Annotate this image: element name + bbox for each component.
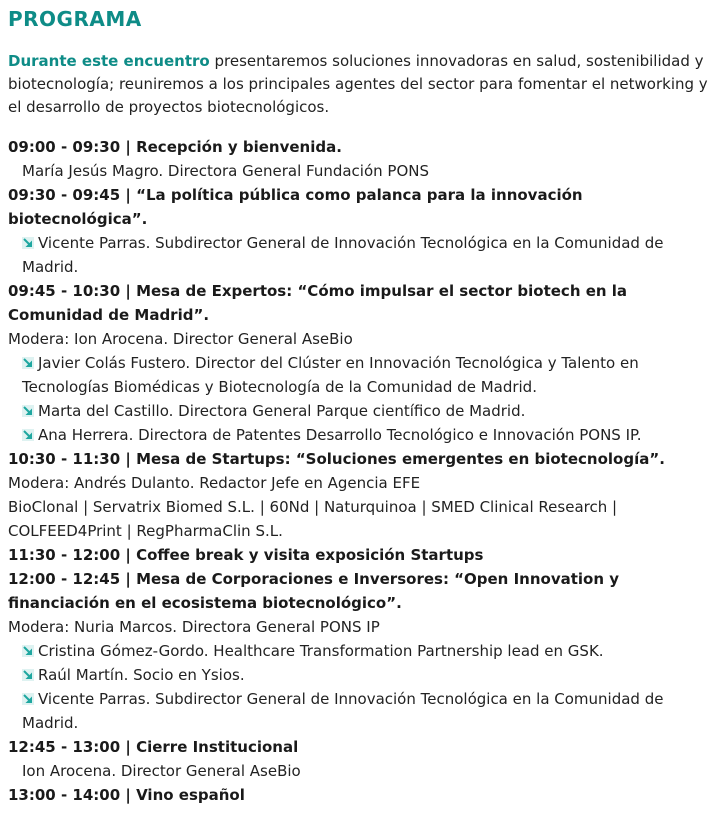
- speaker-item: [8, 423, 718, 447]
- speaker-text: Raúl Martín. Socio en Ysios.: [38, 666, 245, 684]
- speaker-text: Marta del Castillo. Directora General Parque científico de Madrid.: [38, 402, 526, 420]
- arrow-bullet-icon: [22, 357, 34, 369]
- moderator-line: Modera: Ion Arocena. Director General AseBio: [8, 330, 353, 348]
- speaker-item: [8, 351, 718, 399]
- session-heading: 10:30 - 11:30 | Mesa de Startups: “Soluciones emergentes en biotecnología”.: [8, 450, 665, 468]
- arrow-bullet-icon: [22, 429, 34, 441]
- page-title: PROGRAMA: [8, 7, 142, 31]
- speaker-text: Javier Colás Fustero. Director del Clúster en Innovación Tecnológica y Talento en Tecnologías Biomédicas y Biotecnología de la Comunidad de Madrid.: [22, 354, 639, 396]
- arrow-bullet-icon: [22, 645, 34, 657]
- speaker-item: [8, 399, 718, 423]
- intro-paragraph: [8, 50, 718, 119]
- session-heading: 12:00 - 12:45 | Mesa de Corporaciones e Inversores: “Open Innovation y financiación en el ecosistema biotecnológico”.: [8, 570, 620, 612]
- arrow-bullet-icon: [22, 669, 34, 681]
- speaker-line: María Jesús Magro. Directora General Fundación PONS: [22, 162, 430, 180]
- session-heading: 09:45 - 10:30 | Mesa de Expertos: “Cómo impulsar el sector biotech en la Comunidad de Madrid”.: [8, 282, 628, 324]
- speaker-item: [8, 663, 718, 687]
- program-list: [8, 135, 718, 807]
- speaker-item: [8, 687, 718, 735]
- speaker-item: [8, 231, 718, 279]
- speaker-text: Vicente Parras. Subdirector General de Innovación Tecnológica en la Comunidad de Madrid.: [22, 690, 664, 732]
- arrow-bullet-icon: [22, 405, 34, 417]
- speaker-text: Cristina Gómez-Gordo. Healthcare Transformation Partnership lead en GSK.: [38, 642, 604, 660]
- intro-highlight: Durante este encuentro: [8, 52, 210, 70]
- session-heading: 11:30 - 12:00 | Coffee break y visita exposición Startups: [8, 546, 484, 564]
- speaker-line: Ion Arocena. Director General AseBio: [22, 762, 301, 780]
- moderator-line: Modera: Andrés Dulanto. Redactor Jefe en Agencia EFE: [8, 474, 421, 492]
- arrow-bullet-icon: [22, 693, 34, 705]
- session-heading: 12:45 - 13:00 | Cierre Institucional: [8, 738, 299, 756]
- speaker-text: Vicente Parras. Subdirector General de Innovación Tecnológica en la Comunidad de Madrid.: [22, 234, 664, 276]
- moderator-line: Modera: Nuria Marcos. Directora General PONS IP: [8, 618, 380, 636]
- session-heading: 13:00 - 14:00 | Vino español: [8, 786, 245, 804]
- speaker-text: Ana Herrera. Directora de Patentes Desarrollo Tecnológico e Innovación PONS IP.: [38, 426, 642, 444]
- arrow-bullet-icon: [22, 237, 34, 249]
- speaker-item: [8, 639, 718, 663]
- session-heading: 09:30 - 09:45 | “La política pública como palanca para la innovación biotecnológica”.: [8, 186, 583, 228]
- session-heading: 09:00 - 09:30 | Recepción y bienvenida.: [8, 138, 342, 156]
- intro-text: presentaremos soluciones innovadoras en salud, sostenibilidad y biotecnología; reuniremos a los principales agentes del sector para fomentar el networking y el desarrollo de proyectos biotecnológicos.: [8, 52, 708, 116]
- startup-list: BioClonal | Servatrix Biomed S.L. | 60Nd | Naturquinoa | SMED Clinical Research | COLFEED4Print | RegPharmaClin S.L.: [8, 498, 618, 540]
